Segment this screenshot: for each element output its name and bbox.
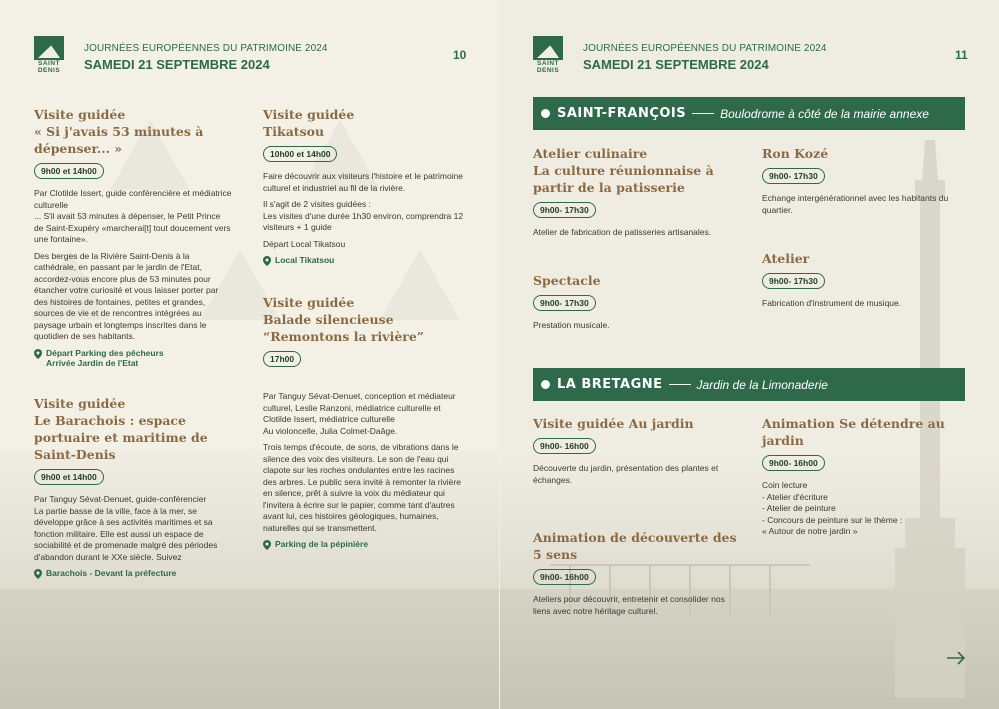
time-badge: 10h00 et 14h00	[263, 146, 337, 162]
header-title: JOURNÉES EUROPÉENNES DU PATRIMOINE 2024	[583, 43, 827, 54]
event-text: Coin lecture - Atelier d'écriture - Atelier de peinture - Concours de peinture sur le thème : « Autour de notre jardin »	[762, 480, 903, 536]
location-pin-icon	[263, 256, 271, 266]
event-title: Visite guidée Le Barachois : espace portuaire et maritime de Saint-Denis	[34, 396, 208, 462]
event-location	[263, 255, 468, 266]
section-name: LA BRETAGNE	[557, 377, 663, 392]
event-text: Départ Local Tikatsou	[263, 238, 346, 249]
location-label: Départ Parking des pêcheurs Arrivée Jardin de l'Etat	[46, 347, 164, 368]
bullet-icon	[541, 109, 550, 118]
event-text: Fabrication d'instrument de musique.	[762, 298, 902, 308]
time-badge: 9h00- 17h30	[762, 168, 825, 184]
event-block	[263, 294, 468, 550]
location-label: Local Tikatsou	[275, 255, 335, 265]
event-text: Des berges de la Rivière Saint-Denis à la cathédrale, en passant par le jardin de l'Etat, accordez-vous encore plus de 53 minutes pour étancher votre curiosité et vous laisser porter par des histoires de fontaines, petites et grandes, sources de vie et de rencontres intégrées au paysage urbain et longtemps inscrites dans le quotidien de ses habitants.	[34, 250, 219, 341]
section-place: Jardin de la Limonaderie	[696, 377, 828, 392]
event-text: Ateliers pour découvrir, entretenir et consolider nos liens avec notre héritage culturel.	[533, 594, 725, 616]
event-title: Atelier culinaire La culture réunionnaise à partir de la patisserie	[533, 146, 714, 195]
event-location	[34, 348, 232, 368]
event-block	[762, 415, 972, 543]
event-text: Trois temps d'écoute, de sons, de vibrations dans le silence des voix des visiteurs. Le son de l'eau qui clapote sur les roches ondulantes entre les racines des arbres. Le public sera invité à remonter la rivière en silence, prêt à suivre la voix du médiateur qui l'invitera à écrire sur le papier, comme tant d'autres avant lui, ces histoires géologiques, humaines, naturelles qui se transmettent.	[263, 442, 461, 533]
time-badge: 17h00	[263, 351, 301, 367]
dash-divider	[692, 113, 714, 115]
event-title: Animation de découverte des 5 sens	[533, 530, 737, 562]
time-badge: 9h00- 16h00	[762, 455, 825, 471]
location-pin-icon	[34, 349, 42, 359]
page-number: 11	[955, 48, 968, 62]
section-place: Boulodrome à côté de la mairie annexe	[720, 106, 929, 121]
event-text: Par Clotilde Issert, guide conférencière et médiatrice culturelle ... S'il avait 53 minutes à dépenser, le Petit Prince de Saint-Exupéry «marcherai[t] tout doucement vers une fontaine».	[34, 188, 232, 244]
event-title: Visite guidée Balade silencieuse “Remontons la rivière”	[263, 295, 424, 344]
event-title: Visite guidée Tikatsou	[263, 107, 355, 139]
location-pin-icon	[34, 569, 42, 579]
header-title: JOURNÉES EUROPÉENNES DU PATRIMOINE 2024	[84, 43, 328, 54]
event-location	[34, 568, 234, 579]
time-badge: 9h00- 16h00	[533, 438, 596, 454]
event-title: Visite guidée Au jardin	[533, 416, 694, 431]
location-pin-icon	[263, 540, 271, 550]
event-title: Animation Se détendre au jardin	[762, 416, 945, 448]
event-text: Prestation musicale.	[533, 320, 610, 330]
event-block	[762, 145, 962, 221]
background-sea	[0, 589, 499, 709]
event-block	[533, 529, 743, 622]
event-location	[263, 539, 468, 550]
time-badge: 9h00- 16h00	[533, 569, 596, 585]
time-badge: 9h00- 17h30	[762, 273, 825, 289]
event-text: Faire découvrir aux visiteurs l'histoire et le patrimoine culturel et industriel au fil de la rivière.	[263, 171, 464, 193]
header-date: SAMEDI 21 SEPTEMBRE 2024	[583, 57, 769, 72]
section-name: SAINT-FRANÇOIS	[557, 106, 687, 121]
event-title: Atelier	[762, 251, 810, 266]
time-badge: 9h00- 17h30	[533, 202, 596, 218]
header-date: SAMEDI 21 SEPTEMBRE 2024	[84, 57, 270, 72]
section-bar-la-bretagne	[533, 368, 965, 401]
time-badge: 9h00 et 14h00	[34, 469, 104, 485]
event-title: Ron Kozé	[762, 146, 829, 161]
event-text: Par Tanguy Sévat-Denuet, conception et médiateur culturel, Leslie Ranzoni, médiatrice culturelle et Clotilde Issert, médiatrice culturelle Au violoncelle, Julia Colmet-Daâge.	[263, 391, 456, 436]
arrow-right-icon[interactable]	[946, 650, 966, 666]
time-badge: 9h00 et 14h00	[34, 163, 104, 179]
event-title: Visite guidée « Si j'avais 53 minutes à dépenser... »	[34, 107, 204, 156]
event-block	[533, 415, 738, 491]
event-text: Atelier de fabrication de patisseries artisanales.	[533, 227, 712, 237]
event-block	[533, 145, 738, 244]
event-block	[34, 395, 234, 579]
location-label: Barachois - Devant la préfecture	[46, 568, 177, 578]
event-text: Il s'agit de 2 visites guidées : Les visites d'une durée 1h30 environ, comprendra 12 visiteurs + 1 guide	[263, 199, 464, 232]
saint-denis-logo: SAINT DENIS	[533, 36, 563, 76]
section-bar-saint-francois	[533, 97, 965, 130]
event-block	[34, 106, 232, 368]
dash-divider	[669, 384, 691, 386]
event-title: Spectacle	[533, 273, 601, 288]
saint-denis-logo: SAINT DENIS	[34, 36, 64, 76]
time-badge: 9h00- 17h30	[533, 295, 596, 311]
bullet-icon	[541, 380, 550, 389]
event-block	[762, 250, 962, 315]
event-block	[533, 272, 738, 337]
event-text: Echange intergénérationnel avec les habitants du quartier.	[762, 193, 949, 215]
page-number: 10	[453, 48, 467, 62]
location-label: Parking de la pépinière	[275, 539, 369, 549]
event-block	[263, 106, 468, 266]
event-text: Par Tanguy Sévat-Denuet, guide-conférencier La partie basse de la ville, face à la mer, se développe grâce à ses activités maritimes et sa fonction militaire. Elle est aussi un espace de sociabilité et de promenade malgré des périodes d'abandon durant le XXe siècle. Suivez	[34, 494, 218, 562]
event-text: Découverte du jardin, présentation des plantes et échanges.	[533, 463, 719, 485]
